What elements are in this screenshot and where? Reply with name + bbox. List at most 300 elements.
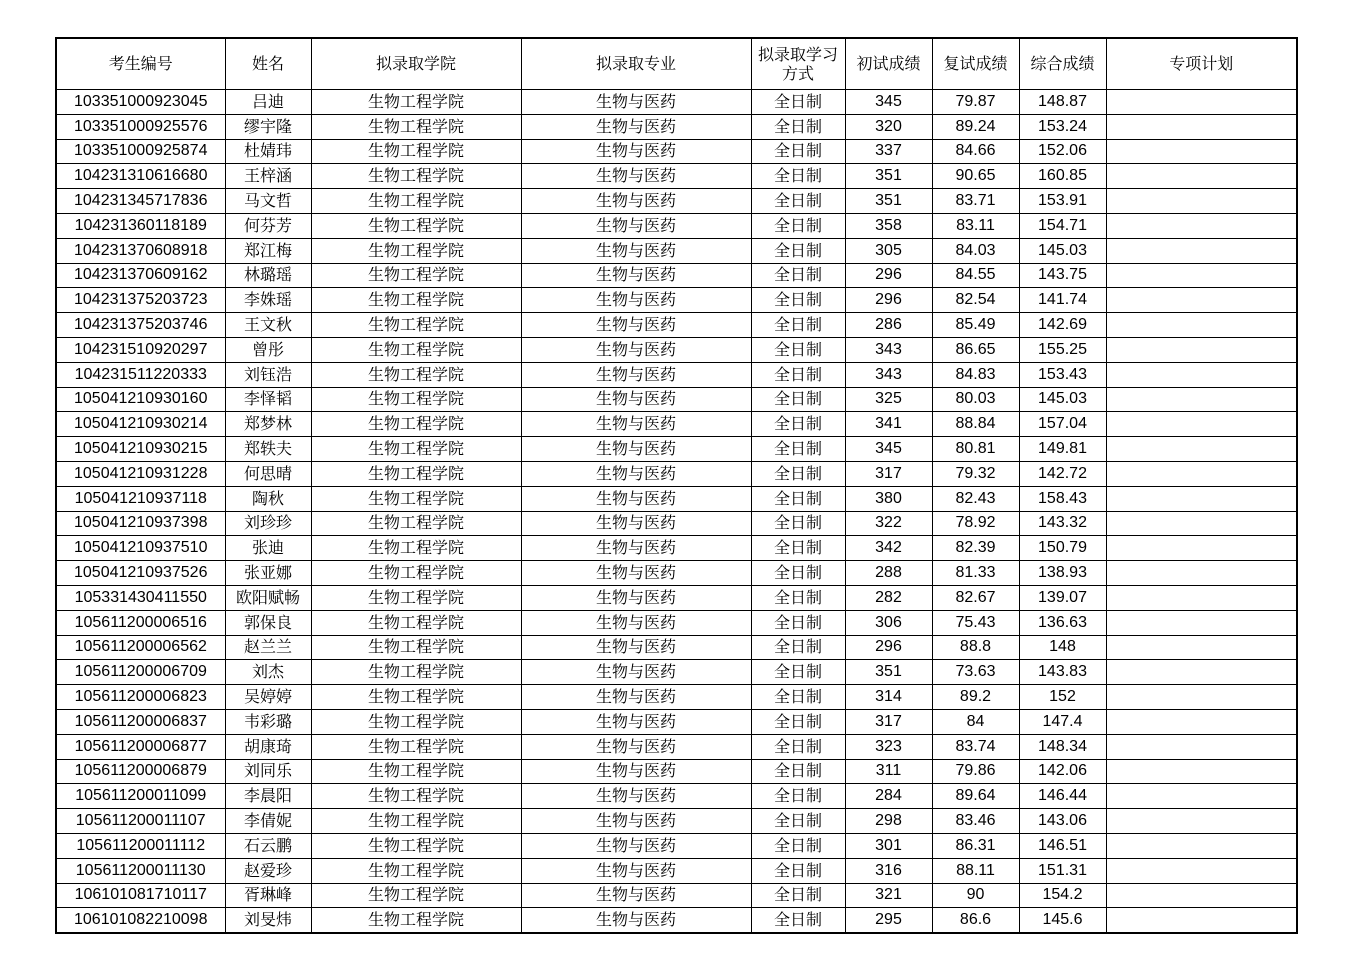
cell-total-score: 153.24 (1019, 114, 1106, 139)
cell-name: 李怿韬 (225, 387, 311, 412)
cell-total-score: 142.06 (1019, 759, 1106, 784)
cell-initial-score: 351 (845, 660, 932, 685)
cell-name: 陶秋 (225, 486, 311, 511)
cell-special-plan (1106, 809, 1297, 834)
cell-retest-score: 86.31 (932, 833, 1019, 858)
header-total-score: 综合成绩 (1019, 38, 1106, 90)
cell-name: 郑江梅 (225, 238, 311, 263)
cell-candidate-id: 105041210930214 (56, 412, 225, 437)
cell-college: 生物工程学院 (311, 734, 521, 759)
cell-study-mode: 全日制 (751, 412, 845, 437)
cell-candidate-id: 104231511220333 (56, 362, 225, 387)
cell-retest-score: 83.11 (932, 213, 1019, 238)
cell-special-plan (1106, 561, 1297, 586)
header-special-plan: 专项计划 (1106, 38, 1297, 90)
cell-name: 郑轶夫 (225, 437, 311, 462)
cell-major: 生物与医药 (521, 486, 751, 511)
cell-total-score: 152.06 (1019, 139, 1106, 164)
cell-major: 生物与医药 (521, 313, 751, 338)
table-row (56, 759, 1297, 784)
cell-candidate-id: 105611200011112 (56, 833, 225, 858)
cell-candidate-id: 104231360118189 (56, 213, 225, 238)
cell-name: 吕迪 (225, 90, 311, 115)
cell-candidate-id: 105611200006709 (56, 660, 225, 685)
cell-initial-score: 322 (845, 511, 932, 536)
cell-special-plan (1106, 759, 1297, 784)
cell-college: 生物工程学院 (311, 362, 521, 387)
header-study-mode: 拟录取学习方式 (751, 38, 845, 90)
cell-college: 生物工程学院 (311, 858, 521, 883)
cell-candidate-id: 106101081710117 (56, 883, 225, 908)
table-row (56, 139, 1297, 164)
cell-total-score: 150.79 (1019, 536, 1106, 561)
cell-name: 张亚娜 (225, 561, 311, 586)
cell-study-mode: 全日制 (751, 238, 845, 263)
table-row (56, 660, 1297, 685)
table-row (56, 412, 1297, 437)
cell-study-mode: 全日制 (751, 263, 845, 288)
table-row (56, 511, 1297, 536)
cell-retest-score: 78.92 (932, 511, 1019, 536)
cell-candidate-id: 103351000925576 (56, 114, 225, 139)
cell-college: 生物工程学院 (311, 114, 521, 139)
cell-candidate-id: 105041210930215 (56, 437, 225, 462)
cell-special-plan (1106, 114, 1297, 139)
cell-college: 生物工程学院 (311, 486, 521, 511)
cell-name: 刘杰 (225, 660, 311, 685)
cell-college: 生物工程学院 (311, 709, 521, 734)
cell-study-mode: 全日制 (751, 461, 845, 486)
cell-college: 生物工程学院 (311, 164, 521, 189)
cell-retest-score: 88.11 (932, 858, 1019, 883)
cell-retest-score: 83.71 (932, 189, 1019, 214)
cell-study-mode: 全日制 (751, 585, 845, 610)
cell-retest-score: 80.03 (932, 387, 1019, 412)
header-candidate-id: 考生编号 (56, 38, 225, 90)
cell-total-score: 160.85 (1019, 164, 1106, 189)
table-row (56, 189, 1297, 214)
cell-college: 生物工程学院 (311, 759, 521, 784)
table-row (56, 536, 1297, 561)
cell-initial-score: 325 (845, 387, 932, 412)
cell-major: 生物与医药 (521, 709, 751, 734)
cell-retest-score: 88.84 (932, 412, 1019, 437)
cell-special-plan (1106, 585, 1297, 610)
table-row (56, 635, 1297, 660)
cell-special-plan (1106, 709, 1297, 734)
cell-retest-score: 81.33 (932, 561, 1019, 586)
cell-initial-score: 296 (845, 263, 932, 288)
table-row (56, 908, 1297, 933)
cell-study-mode: 全日制 (751, 288, 845, 313)
cell-special-plan (1106, 511, 1297, 536)
cell-initial-score: 341 (845, 412, 932, 437)
cell-special-plan (1106, 635, 1297, 660)
cell-study-mode: 全日制 (751, 685, 845, 710)
cell-major: 生物与医药 (521, 536, 751, 561)
cell-major: 生物与医药 (521, 114, 751, 139)
cell-retest-score: 86.65 (932, 337, 1019, 362)
cell-total-score: 148.34 (1019, 734, 1106, 759)
cell-college: 生物工程学院 (311, 585, 521, 610)
table-row (56, 114, 1297, 139)
cell-retest-score: 79.87 (932, 90, 1019, 115)
cell-college: 生物工程学院 (311, 461, 521, 486)
cell-major: 生物与医药 (521, 660, 751, 685)
cell-candidate-id: 105611200006562 (56, 635, 225, 660)
cell-special-plan (1106, 437, 1297, 462)
cell-initial-score: 314 (845, 685, 932, 710)
cell-retest-score: 89.24 (932, 114, 1019, 139)
cell-college: 生物工程学院 (311, 511, 521, 536)
cell-college: 生物工程学院 (311, 610, 521, 635)
cell-name: 刘钰浩 (225, 362, 311, 387)
cell-major: 生物与医药 (521, 511, 751, 536)
cell-candidate-id: 105611200011107 (56, 809, 225, 834)
cell-total-score: 153.91 (1019, 189, 1106, 214)
cell-total-score: 145.03 (1019, 238, 1106, 263)
cell-major: 生物与医药 (521, 685, 751, 710)
cell-total-score: 154.2 (1019, 883, 1106, 908)
cell-study-mode: 全日制 (751, 635, 845, 660)
cell-major: 生物与医药 (521, 213, 751, 238)
cell-candidate-id: 105611200006516 (56, 610, 225, 635)
table-row (56, 437, 1297, 462)
cell-initial-score: 343 (845, 337, 932, 362)
cell-retest-score: 89.2 (932, 685, 1019, 710)
cell-name: 王梓涵 (225, 164, 311, 189)
cell-study-mode: 全日制 (751, 784, 845, 809)
cell-college: 生物工程学院 (311, 908, 521, 933)
table-row (56, 238, 1297, 263)
cell-college: 生物工程学院 (311, 437, 521, 462)
cell-study-mode: 全日制 (751, 833, 845, 858)
cell-retest-score: 82.43 (932, 486, 1019, 511)
table-row (56, 685, 1297, 710)
cell-major: 生物与医药 (521, 437, 751, 462)
cell-total-score: 145.6 (1019, 908, 1106, 933)
cell-candidate-id: 105041210930160 (56, 387, 225, 412)
cell-initial-score: 306 (845, 610, 932, 635)
table-row (56, 709, 1297, 734)
cell-college: 生物工程学院 (311, 189, 521, 214)
cell-special-plan (1106, 213, 1297, 238)
cell-total-score: 142.72 (1019, 461, 1106, 486)
cell-initial-score: 295 (845, 908, 932, 933)
cell-total-score: 138.93 (1019, 561, 1106, 586)
table-row (56, 387, 1297, 412)
cell-candidate-id: 104231310616680 (56, 164, 225, 189)
cell-total-score: 148.87 (1019, 90, 1106, 115)
cell-total-score: 143.06 (1019, 809, 1106, 834)
cell-initial-score: 311 (845, 759, 932, 784)
cell-retest-score: 79.86 (932, 759, 1019, 784)
cell-study-mode: 全日制 (751, 908, 845, 933)
cell-college: 生物工程学院 (311, 833, 521, 858)
table-row (56, 263, 1297, 288)
cell-name: 韦彩璐 (225, 709, 311, 734)
cell-major: 生物与医药 (521, 238, 751, 263)
header-major: 拟录取专业 (521, 38, 751, 90)
cell-special-plan (1106, 337, 1297, 362)
admission-table (55, 37, 1298, 934)
cell-special-plan (1106, 685, 1297, 710)
cell-college: 生物工程学院 (311, 90, 521, 115)
table-row (56, 561, 1297, 586)
cell-special-plan (1106, 908, 1297, 933)
cell-study-mode: 全日制 (751, 486, 845, 511)
table-row (56, 809, 1297, 834)
cell-name: 刘旻炜 (225, 908, 311, 933)
cell-study-mode: 全日制 (751, 139, 845, 164)
cell-total-score: 158.43 (1019, 486, 1106, 511)
cell-major: 生物与医药 (521, 337, 751, 362)
cell-college: 生物工程学院 (311, 313, 521, 338)
cell-initial-score: 282 (845, 585, 932, 610)
cell-retest-score: 84 (932, 709, 1019, 734)
cell-candidate-id: 104231345717836 (56, 189, 225, 214)
cell-candidate-id: 105611200011130 (56, 858, 225, 883)
cell-study-mode: 全日制 (751, 387, 845, 412)
cell-major: 生物与医药 (521, 461, 751, 486)
cell-name: 吴婷婷 (225, 685, 311, 710)
cell-major: 生物与医药 (521, 189, 751, 214)
cell-special-plan (1106, 536, 1297, 561)
table-row (56, 784, 1297, 809)
cell-initial-score: 337 (845, 139, 932, 164)
cell-college: 生物工程学院 (311, 660, 521, 685)
cell-initial-score: 351 (845, 164, 932, 189)
cell-name: 缪宇隆 (225, 114, 311, 139)
cell-retest-score: 84.03 (932, 238, 1019, 263)
cell-study-mode: 全日制 (751, 536, 845, 561)
cell-candidate-id: 105611200006823 (56, 685, 225, 710)
cell-college: 生物工程学院 (311, 139, 521, 164)
cell-candidate-id: 105041210937118 (56, 486, 225, 511)
cell-study-mode: 全日制 (751, 213, 845, 238)
cell-initial-score: 316 (845, 858, 932, 883)
cell-total-score: 152 (1019, 685, 1106, 710)
cell-major: 生物与医药 (521, 387, 751, 412)
cell-study-mode: 全日制 (751, 561, 845, 586)
cell-name: 刘同乐 (225, 759, 311, 784)
table-row (56, 585, 1297, 610)
cell-special-plan (1106, 784, 1297, 809)
cell-special-plan (1106, 139, 1297, 164)
cell-major: 生物与医药 (521, 635, 751, 660)
cell-candidate-id: 104231375203746 (56, 313, 225, 338)
table-row (56, 461, 1297, 486)
cell-retest-score: 79.32 (932, 461, 1019, 486)
header-row (56, 38, 1297, 90)
cell-initial-score: 345 (845, 437, 932, 462)
cell-name: 李姝瑶 (225, 288, 311, 313)
cell-candidate-id: 105041210937526 (56, 561, 225, 586)
cell-special-plan (1106, 238, 1297, 263)
cell-total-score: 143.75 (1019, 263, 1106, 288)
cell-major: 生物与医药 (521, 858, 751, 883)
cell-initial-score: 298 (845, 809, 932, 834)
cell-major: 生物与医药 (521, 759, 751, 784)
cell-total-score: 139.07 (1019, 585, 1106, 610)
cell-candidate-id: 105041210937510 (56, 536, 225, 561)
cell-college: 生物工程学院 (311, 288, 521, 313)
cell-candidate-id: 106101082210098 (56, 908, 225, 933)
cell-college: 生物工程学院 (311, 536, 521, 561)
cell-study-mode: 全日制 (751, 164, 845, 189)
table-row (56, 288, 1297, 313)
cell-initial-score: 296 (845, 288, 932, 313)
cell-study-mode: 全日制 (751, 511, 845, 536)
cell-study-mode: 全日制 (751, 709, 845, 734)
cell-initial-score: 296 (845, 635, 932, 660)
cell-name: 胥琳峰 (225, 883, 311, 908)
cell-total-score: 148 (1019, 635, 1106, 660)
cell-special-plan (1106, 486, 1297, 511)
cell-major: 生物与医药 (521, 139, 751, 164)
cell-name: 林璐瑶 (225, 263, 311, 288)
cell-candidate-id: 105331430411550 (56, 585, 225, 610)
cell-name: 赵兰兰 (225, 635, 311, 660)
cell-name: 杜婧玮 (225, 139, 311, 164)
cell-initial-score: 284 (845, 784, 932, 809)
cell-special-plan (1106, 461, 1297, 486)
cell-college: 生物工程学院 (311, 784, 521, 809)
cell-study-mode: 全日制 (751, 809, 845, 834)
cell-retest-score: 85.49 (932, 313, 1019, 338)
cell-candidate-id: 104231370609162 (56, 263, 225, 288)
cell-study-mode: 全日制 (751, 362, 845, 387)
cell-major: 生物与医药 (521, 610, 751, 635)
cell-candidate-id: 105611200006837 (56, 709, 225, 734)
cell-initial-score: 301 (845, 833, 932, 858)
cell-total-score: 151.31 (1019, 858, 1106, 883)
table-row (56, 883, 1297, 908)
cell-retest-score: 86.6 (932, 908, 1019, 933)
cell-retest-score: 75.43 (932, 610, 1019, 635)
cell-total-score: 143.32 (1019, 511, 1106, 536)
cell-name: 刘珍珍 (225, 511, 311, 536)
cell-initial-score: 358 (845, 213, 932, 238)
cell-study-mode: 全日制 (751, 90, 845, 115)
cell-major: 生物与医药 (521, 833, 751, 858)
cell-college: 生物工程学院 (311, 685, 521, 710)
cell-special-plan (1106, 610, 1297, 635)
cell-name: 李倩妮 (225, 809, 311, 834)
cell-candidate-id: 104231375203723 (56, 288, 225, 313)
cell-major: 生物与医药 (521, 164, 751, 189)
cell-college: 生物工程学院 (311, 387, 521, 412)
table-row (56, 610, 1297, 635)
cell-major: 生物与医药 (521, 883, 751, 908)
cell-college: 生物工程学院 (311, 809, 521, 834)
cell-initial-score: 317 (845, 709, 932, 734)
cell-name: 郭保良 (225, 610, 311, 635)
cell-college: 生物工程学院 (311, 883, 521, 908)
cell-total-score: 136.63 (1019, 610, 1106, 635)
cell-name: 何芬芳 (225, 213, 311, 238)
cell-total-score: 143.83 (1019, 660, 1106, 685)
cell-name: 何思晴 (225, 461, 311, 486)
cell-retest-score: 82.67 (932, 585, 1019, 610)
cell-special-plan (1106, 263, 1297, 288)
cell-study-mode: 全日制 (751, 660, 845, 685)
cell-study-mode: 全日制 (751, 883, 845, 908)
cell-study-mode: 全日制 (751, 610, 845, 635)
cell-initial-score: 321 (845, 883, 932, 908)
cell-study-mode: 全日制 (751, 858, 845, 883)
header-college: 拟录取学院 (311, 38, 521, 90)
cell-initial-score: 305 (845, 238, 932, 263)
cell-initial-score: 323 (845, 734, 932, 759)
cell-retest-score: 82.39 (932, 536, 1019, 561)
cell-retest-score: 73.63 (932, 660, 1019, 685)
cell-retest-score: 80.81 (932, 437, 1019, 462)
cell-total-score: 146.44 (1019, 784, 1106, 809)
table-row (56, 734, 1297, 759)
cell-name: 张迪 (225, 536, 311, 561)
cell-special-plan (1106, 313, 1297, 338)
header-initial-score: 初试成绩 (845, 38, 932, 90)
cell-college: 生物工程学院 (311, 238, 521, 263)
cell-study-mode: 全日制 (751, 734, 845, 759)
cell-retest-score: 89.64 (932, 784, 1019, 809)
cell-total-score: 145.03 (1019, 387, 1106, 412)
cell-total-score: 142.69 (1019, 313, 1106, 338)
cell-major: 生物与医药 (521, 784, 751, 809)
cell-name: 曾彤 (225, 337, 311, 362)
cell-college: 生物工程学院 (311, 213, 521, 238)
table-row (56, 362, 1297, 387)
cell-initial-score: 286 (845, 313, 932, 338)
cell-college: 生物工程学院 (311, 561, 521, 586)
cell-study-mode: 全日制 (751, 337, 845, 362)
cell-major: 生物与医药 (521, 263, 751, 288)
cell-retest-score: 83.46 (932, 809, 1019, 834)
cell-major: 生物与医药 (521, 412, 751, 437)
cell-special-plan (1106, 833, 1297, 858)
cell-initial-score: 317 (845, 461, 932, 486)
cell-name: 王文秋 (225, 313, 311, 338)
cell-name: 赵爱珍 (225, 858, 311, 883)
table-row (56, 213, 1297, 238)
table-row (56, 337, 1297, 362)
cell-college: 生物工程学院 (311, 635, 521, 660)
table-row (56, 833, 1297, 858)
cell-major: 生物与医药 (521, 288, 751, 313)
cell-major: 生物与医药 (521, 362, 751, 387)
cell-total-score: 153.43 (1019, 362, 1106, 387)
cell-special-plan (1106, 164, 1297, 189)
cell-college: 生物工程学院 (311, 337, 521, 362)
cell-initial-score: 351 (845, 189, 932, 214)
cell-special-plan (1106, 858, 1297, 883)
table-row (56, 90, 1297, 115)
cell-initial-score: 343 (845, 362, 932, 387)
cell-major: 生物与医药 (521, 908, 751, 933)
cell-name: 石云鹏 (225, 833, 311, 858)
cell-retest-score: 88.8 (932, 635, 1019, 660)
cell-major: 生物与医药 (521, 809, 751, 834)
cell-total-score: 155.25 (1019, 337, 1106, 362)
cell-special-plan (1106, 90, 1297, 115)
cell-total-score: 149.81 (1019, 437, 1106, 462)
cell-candidate-id: 105611200006879 (56, 759, 225, 784)
cell-retest-score: 84.83 (932, 362, 1019, 387)
table-row (56, 858, 1297, 883)
cell-special-plan (1106, 734, 1297, 759)
cell-name: 胡康琦 (225, 734, 311, 759)
